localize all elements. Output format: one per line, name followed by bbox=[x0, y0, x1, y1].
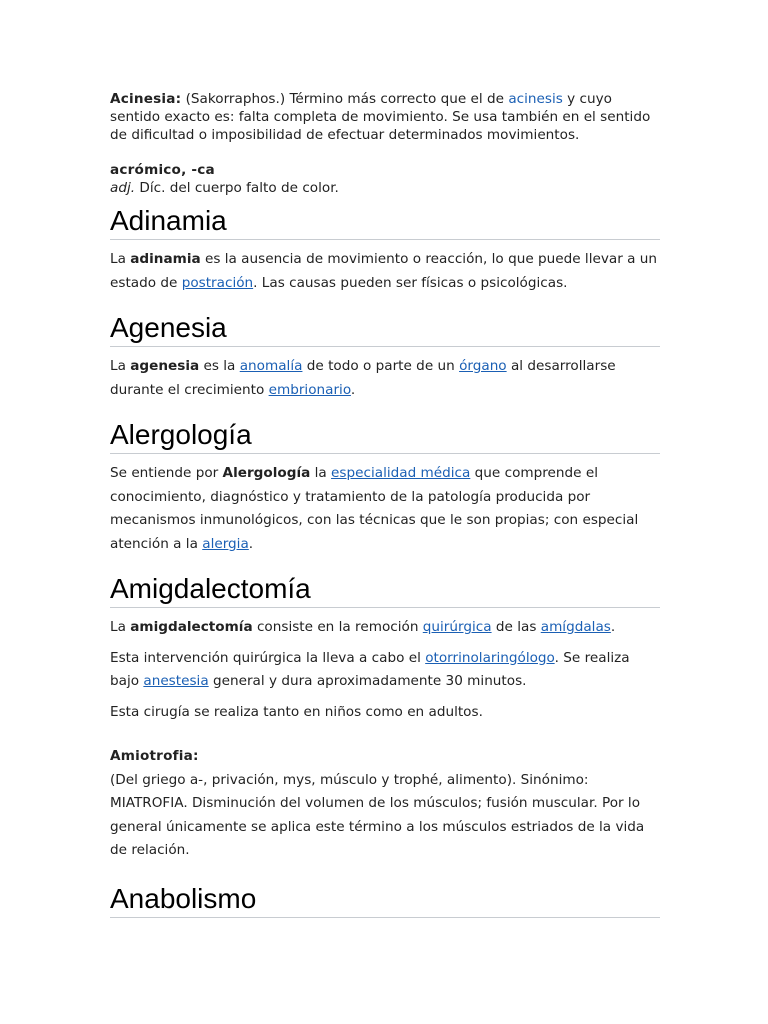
link-acinesis[interactable]: acinesis bbox=[508, 91, 563, 107]
heading-agenesia: Agenesia bbox=[110, 311, 660, 347]
link-anestesia[interactable]: anestesia bbox=[143, 673, 209, 689]
heading-amigdalectomia: Amigdalectomía bbox=[110, 572, 660, 608]
definition-amiotrofia: (Del griego a-, privación, mys, músculo y trophé, alimento). Sinónimo: MIATROFIA. Disminución del volumen de los músculos; fusión muscular. Por lo general únicamente se aplica este término a los músculos estriados de la vida de relación. bbox=[110, 771, 645, 858]
term-acromico: acrómico, -ca bbox=[110, 162, 215, 178]
heading-anabolismo: Anabolismo bbox=[110, 882, 660, 918]
glossary-content bbox=[110, 90, 660, 918]
definition-acromico: adj. Díc. del cuerpo falto de color. bbox=[110, 180, 339, 196]
heading-alergologia: Alergología bbox=[110, 418, 660, 454]
paragraph-alergologia: Se entiende por Alergología la especialidad médica que comprende el conocimiento, diagnóstico y tratamiento de la patología producida por mecanismos inmunológicos, con las técnicas que le son propias; con especial atención a la alergia. bbox=[110, 465, 639, 552]
paragraph-amigdalectomia-2: Esta intervención quirúrgica la lleva a cabo el otorrinolaringólogo. Se realiza bajo anestesia general y dura aproximadamente 30 minutos. bbox=[110, 649, 630, 689]
entry-acromico bbox=[110, 161, 660, 197]
link-amigdalas[interactable]: amígdalas bbox=[540, 619, 611, 635]
entry-acinesia: Acinesia: (Sakorraphos.) Término más correcto que el de acinesis y cuyo sentido exacto es: falta completa de movimiento. Se usa también en el sentido de dificultad o imposibilidad de efectuar determinados movimientos. bbox=[110, 91, 651, 143]
paragraph-agenesia: La agenesia es la anomalía de todo o parte de un órgano al desarrollarse durante el crecimiento embrionario. bbox=[110, 358, 616, 398]
entry-amiotrofia bbox=[110, 745, 660, 863]
link-alergia[interactable]: alergia bbox=[202, 535, 249, 552]
paragraph-amigdalectomia-3: Esta cirugía se realiza tanto en niños como en adultos. bbox=[110, 703, 483, 720]
link-organo[interactable]: órgano bbox=[459, 358, 507, 374]
term-acinesia: Acinesia: bbox=[110, 91, 182, 107]
paragraph-amigdalectomia-1: La amigdalectomía consiste en la remoción quirúrgica de las amígdalas. bbox=[110, 619, 616, 635]
link-especialidad-medica[interactable]: especialidad médica bbox=[331, 465, 471, 481]
paragraph-adinamia: La adinamia es la ausencia de movimiento o reacción, lo que puede llevar a un estado de postración. Las causas pueden ser físicas o psicológicas. bbox=[110, 251, 658, 291]
link-anomalia[interactable]: anomalía bbox=[239, 358, 303, 374]
link-quirurgica[interactable]: quirúrgica bbox=[422, 619, 492, 635]
link-postracion[interactable]: postración bbox=[181, 274, 254, 291]
link-otorrinolaringologo[interactable]: otorrinolaringólogo bbox=[425, 649, 555, 666]
link-embrionario[interactable]: embrionario bbox=[268, 381, 351, 398]
term-amiotrofia: Amiotrofia: bbox=[110, 748, 199, 764]
heading-adinamia: Adinamia bbox=[110, 204, 660, 240]
